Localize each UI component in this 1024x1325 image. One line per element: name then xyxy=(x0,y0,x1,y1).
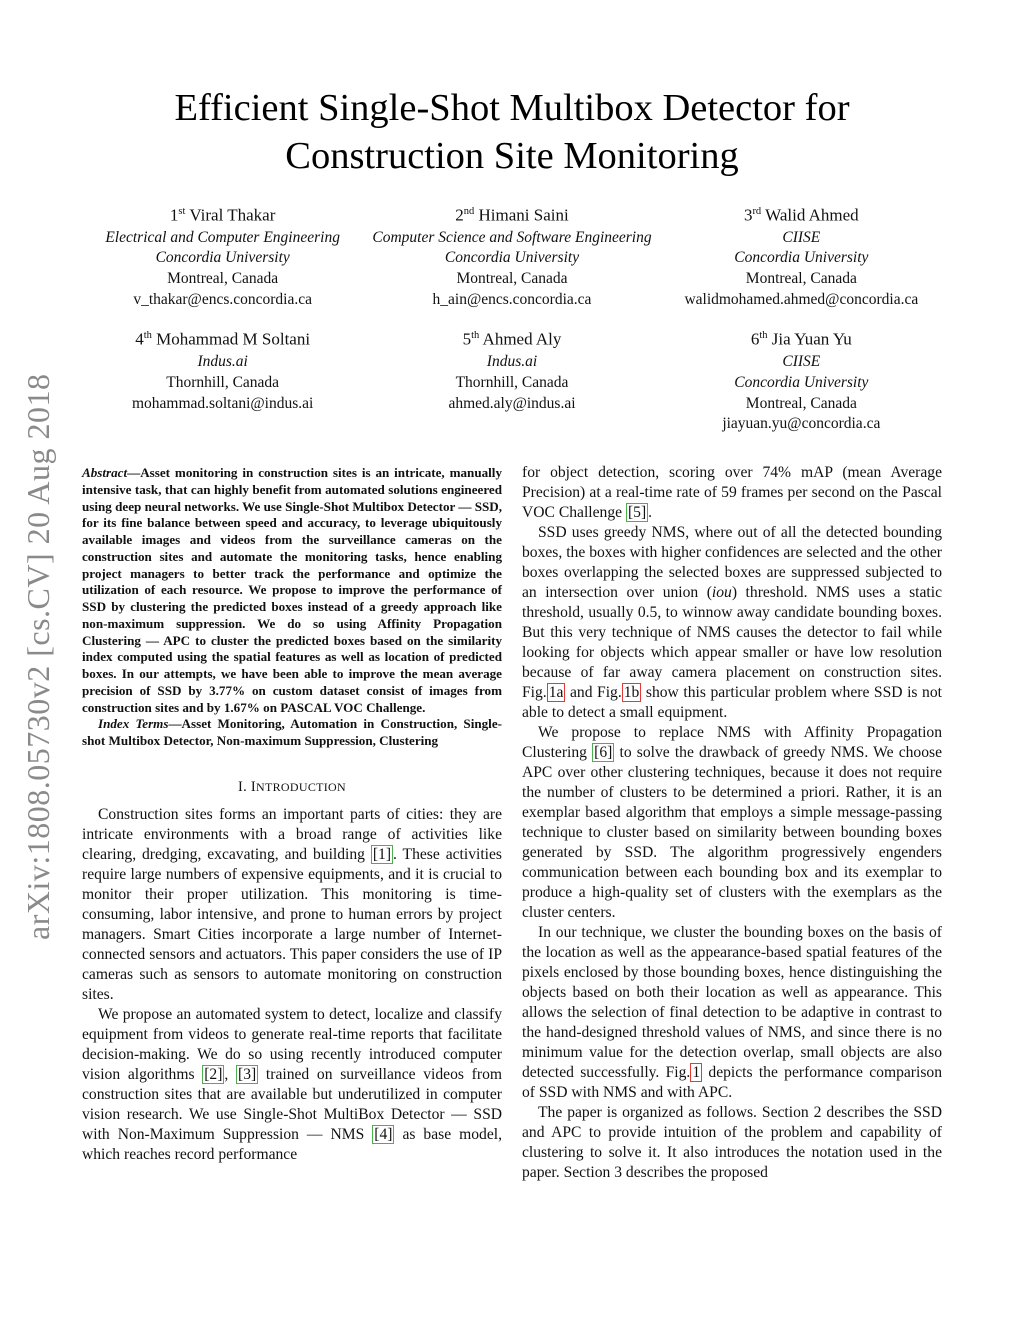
citation-link[interactable]: [5] xyxy=(627,504,647,521)
index-terms-label: Index Terms xyxy=(98,716,169,732)
author-email: v_thakar@encs.concordia.ca xyxy=(133,290,312,308)
author-row-2 xyxy=(78,324,946,434)
citation-link[interactable]: [6] xyxy=(594,744,613,761)
citation-link[interactable]: [2] xyxy=(204,1065,223,1083)
citation-link[interactable]: [1] xyxy=(372,845,392,863)
right-paragraph-3: We propose to replace NMS with Affinity Propagation Clustering [6] to solve the drawback of greedy NMS. We choose APC over other clustering techniques, because it does not require the number of clusters to be determined a priori. Rather, it is an exemplar based algorithm that employs a simple message-passing technique to cluster based on similarity between bounding boxes generated by SSD. The algorithm progressively engenders communication between each bounding box and its exemplar to produce a high-quality set of clusters with the exemplars as the cluster centers. xyxy=(522,724,942,921)
author-5: 5th Ahmed Aly Indus.ai Thornhill, Canada ahmed.aly@indus.ai xyxy=(367,324,656,434)
right-column xyxy=(522,463,942,1183)
author-row-1 xyxy=(78,200,946,310)
author-3: 3rd Walid Ahmed CIISE Concordia University Montreal, Canada walidmohamed.ahmed@concordia.ca xyxy=(657,200,946,310)
index-terms-text: —Asset Monitoring, Automation in Construction, Single-shot Multibox Detector, Non-maximum Suppression, Clustering xyxy=(82,716,502,748)
paper-title: Efficient Single-Shot Multibox Detector for Construction Site Monitoring xyxy=(174,87,850,177)
abstract-label: Abstract xyxy=(82,465,128,480)
index-terms xyxy=(82,716,502,750)
right-paragraph-2: SSD uses greedy NMS, where out of all the detected bounding boxes, the boxes with higher confidences are selected and the other boxes overlapping the selected boxes are suppressed subjected to an intersection over union (iou) threshold. NMS uses a static threshold, usually 0.5, to winnow away candidate bounding boxes. But this very technique of NMS causes the detector to fail while looking for objects which appear smaller or have low resolution because of far away camera placement on construction sites. Fig. 1a and Fig. 1b show this particular problem where SSD is not able to detect a small equipment. xyxy=(522,524,942,721)
author-email: h_ain@encs.concordia.ca xyxy=(432,290,592,308)
author-2: 2nd Himani Saini Computer Science and Software Engineering Concordia University Montreal, Canada h_ain@encs.concordia.ca xyxy=(367,200,656,310)
intro-paragraph-1: Construction sites forms an important parts of cities: they are intricate environments with a broad range of activities like clearing, dredging, excavating, and building [1] . These activities require large numbers of expensive equipments, and it is crucial to monitor their proper utilization. This monitoring is time-consuming, labor intensive, and prone to human errors by project managers. Smart Cities incorporate a large number of Internet-connected sensors and actuators. This paper considers the use of IP cameras such as sensors to automate monitoring on construction sites. xyxy=(82,805,502,1003)
author-email: walidmohamed.ahmed@concordia.ca xyxy=(684,290,919,308)
figure-link[interactable]: 1b xyxy=(623,684,640,701)
left-column xyxy=(82,465,502,1165)
author-block xyxy=(78,200,946,449)
author-1: 1st Viral Thakar Electrical and Computer Engineering Concordia University Montreal, Canada v_thakar@encs.concordia.ca xyxy=(78,200,367,310)
author-4: 4th Mohammad M Soltani Indus.ai Thornhill, Canada mohammad.soltani@indus.ai xyxy=(78,324,367,434)
intro-paragraph-2: We propose an automated system to detect, localize and classify equipment from videos to generate real-time reports that facilitate decision-making. We do so using recently introduced computer vision algorithms [2] , [3] trained on surveillance videos from construction sites that are available but underutilized in computer vision research. We use Single-Shot MultiBox Detector — SSD with Non-Maximum Suppression — NMS [4] as base model, which reaches record performance xyxy=(82,1005,502,1163)
abstract-text: —Asset monitoring in construction sites is an intricate, manually intensive task, that can highly benefit from automated solutions engineered using deep neural networks. We use Single-Shot Multibox Detector — SSD, for its fine balance between speed and accuracy, to leverage ubiquitously available images and videos from the surveillance cameras on the construction sites and automate the monitoring tasks, hence enabling project managers to better track the performance and optimize the utilization of each resource. We propose to improve the performance of SSD by clustering the predicted boxes instead of a greedy approach like non-maximum suppression. We do so using Affinity Propagation Clustering — APC to cluster the predicted boxes based on the similarity index computed using the spatial features as well as location of predicted boxes. In our attempts, we have been able to improve the mean average precision of SSD by 3.77% on custom dataset consist of images from construction sites and by 1.67% on PASCAL VOC Challenge. xyxy=(82,465,502,715)
right-paragraph-1: for object detection, scoring over 74% mAP (mean Average Precision) at a real-time rate of 59 frames per second on the Pascal VOC Challenge [5] . xyxy=(522,464,942,521)
author-email: jiayuan.yu@concordia.ca xyxy=(722,415,881,433)
figure-link[interactable]: 1a xyxy=(548,684,564,701)
arxiv-identifier: arXiv:1808.05730v2 [cs.CV] 20 Aug 2018 xyxy=(20,373,56,940)
citation-link[interactable]: [4] xyxy=(374,1125,393,1143)
author-name: Jia Yuan Yu xyxy=(771,330,852,350)
author-name: Walid Ahmed xyxy=(765,205,859,225)
figure-link[interactable]: 1 xyxy=(692,1064,701,1081)
citation-link[interactable]: [3] xyxy=(238,1065,257,1083)
author-name: Ahmed Aly xyxy=(482,330,562,350)
right-paragraph-5: The paper is organized as follows. Section 2 describes the SSD and APC to provide intuition of the problem and capability of clustering to solve it. It also introduces the notation used in the paper. Section 3 describes the proposed xyxy=(522,1104,942,1181)
right-paragraph-4: In our technique, we cluster the bounding boxes on the basis of the location as well as the appearance-based spatial features of the pixels enclosed by those bounding boxes, hence distinguishing the objects based on both their location as well as appearance. This allows the selection of final detection to be adaptive in contrast to the hand-designed threshold values of NMS, and since there is no minimum value for the detection overlap, small objects are also detected successfully. Fig. 1 depicts the performance comparison of SSD with NMS and with APC. xyxy=(522,924,942,1101)
author-name: Himani Saini xyxy=(478,205,569,225)
author-email: ahmed.aly@indus.ai xyxy=(448,394,576,412)
author-name: Mohammad M Soltani xyxy=(156,330,311,350)
section-heading-introduction: I. INTRODUCTION xyxy=(238,778,346,795)
author-name: Viral Thakar xyxy=(189,205,276,225)
author-email: mohammad.soltani@indus.ai xyxy=(132,394,314,412)
abstract xyxy=(82,465,502,716)
author-6: 6th Jia Yuan Yu CIISE Concordia University Montreal, Canada jiayuan.yu@concordia.ca xyxy=(657,324,946,434)
